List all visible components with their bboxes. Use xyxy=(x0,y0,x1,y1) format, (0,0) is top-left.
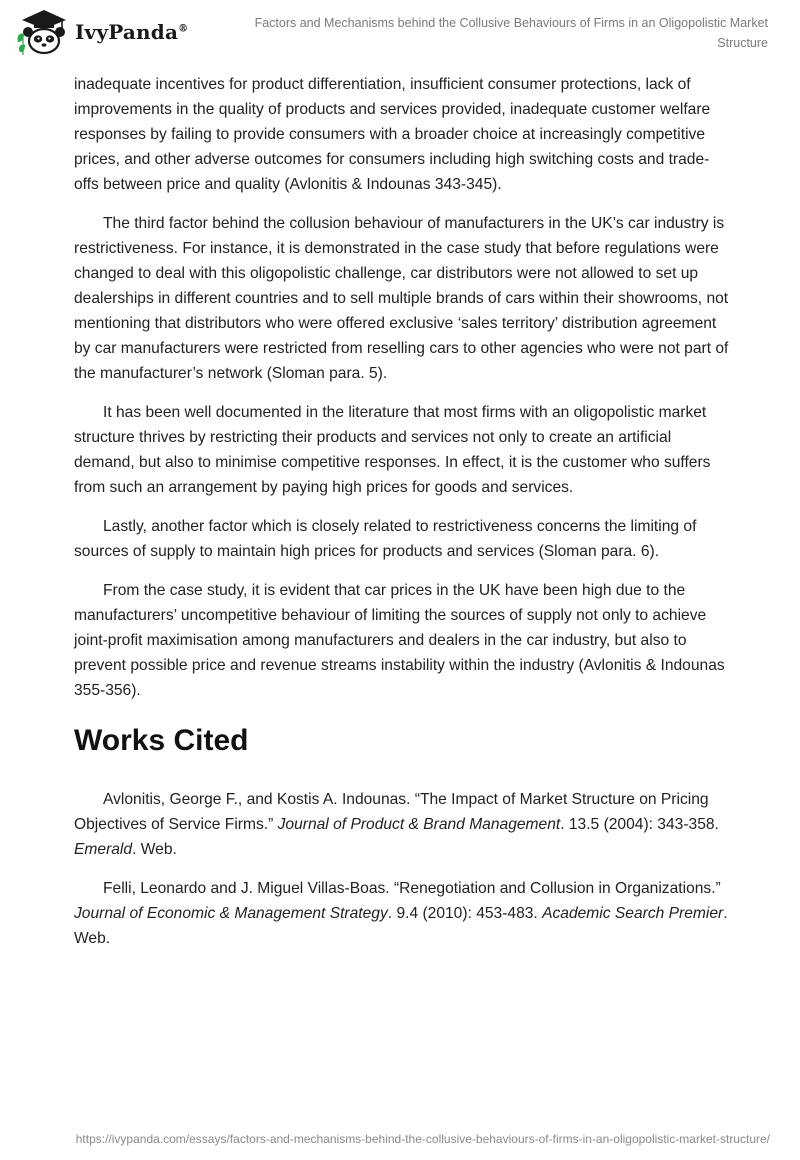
page-header xyxy=(0,0,800,70)
document-title: Factors and Mechanisms behind the Collusive Behaviours of Firms in an Oligopolistic Market Structure xyxy=(254,16,768,50)
body-paragraph: It has been well documented in the literature that most firms with an oligopolistic market structure thrives by restricting their products and services not only to create an artificial demand, but also to minimise competitive responses. In effect, it is the customer who suffers from such an arrangement by paying high prices for goods and services. xyxy=(74,404,711,496)
citation-database: Academic Search Premier xyxy=(542,905,724,922)
citation-journal: Journal of Economic & Management Strategy xyxy=(74,905,388,922)
citation-journal: Journal of Product & Brand Management xyxy=(277,816,561,833)
citation-entry: Avlonitis, George F., and Kostis A. Indounas. “The Impact of Market Structure on Pricing Objectives of Service Firms.” Journal of Product & Brand Management. 13.5 (2004): 343-358. Emerald. Web. xyxy=(74,791,719,858)
body-paragraph: Lastly, another factor which is closely related to restrictiveness concerns the limiting of sources of supply to maintain high prices for products and services (Sloman para. 6). xyxy=(74,518,697,560)
body-paragraph: From the case study, it is evident that car prices in the UK have been high due to the manufacturers’ uncompetitive behaviour of limiting the sources of supply not only to achieve joint-profit maximisation among manufacturers and dealers in the car industry, but also to prevent possible price and revenue streams instability within the industry (Avlonitis & Indounas 355-356). xyxy=(74,582,725,699)
body-paragraph: inadequate incentives for product differentiation, insufficient consumer protections, lack of improvements in the quality of products and services provided, inadequate customer welfare responses by failing to provide consumers with a broader choice at increasingly competitive prices, and other adverse outcomes for consumers including high switching costs and trade-offs between price and quality (Avlonitis & Indounas 343-345). xyxy=(74,76,711,193)
citation-database: Emerald xyxy=(74,841,133,858)
panda-graduate-icon xyxy=(14,8,72,56)
citation-entry: Felli, Leonardo and J. Miguel Villas-Boas. “Renegotiation and Collusion in Organizations.” Journal of Economic & Management Strategy. 9.4 (2010): 453-483. Academic Search Premier. Web. xyxy=(74,880,728,947)
logo-wordmark: IvyPanda® xyxy=(75,20,189,44)
body-paragraph: The third factor behind the collusion behaviour of manufacturers in the UK’s car industry is restrictiveness. For instance, it is demonstrated in the case study that before regulations were changed to deal with this oligopolistic challenge, car distributors were not allowed to set up dealerships in different countries and to sell multiple brands of cars within their showrooms, not mentioning that distributors who were offered exclusive ‘sales territory’ distribution agreement by car manufacturers were restricted from reselling cars to other agencies who were not part of the manufacturer’s network (Sloman para. 5). xyxy=(74,215,729,382)
registered-mark: ® xyxy=(178,23,189,35)
essay-body xyxy=(74,72,734,965)
ivypanda-logo[interactable] xyxy=(14,8,188,56)
works-cited-heading: Works Cited xyxy=(74,724,249,757)
source-url[interactable]: https://ivypanda.com/essays/factors-and-mechanisms-behind-the-collusive-behaviours-of-firms-in-an-oligopolistic-market-structure/ xyxy=(75,1132,770,1146)
